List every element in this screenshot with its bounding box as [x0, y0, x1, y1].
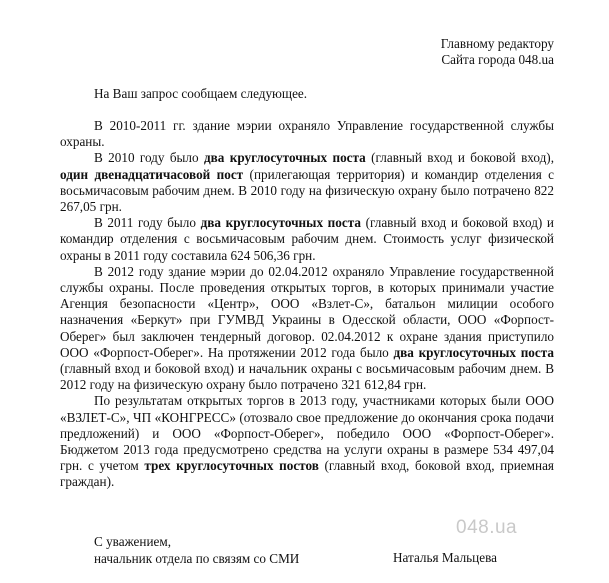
paragraph-2-bold-2: один двенадцатичасовой пост [60, 166, 244, 182]
addressee-block [441, 36, 554, 68]
paragraph-2-bold-1: два круглосуточных поста [203, 150, 366, 166]
paragraph-4 [60, 264, 554, 394]
paragraph-2-text-c: (главный вход и боковой вход), [365, 150, 555, 166]
paragraph-5-bold-1: трех круглосуточных постов [144, 458, 319, 474]
signature-regards: С уважением, [94, 534, 171, 549]
paragraph-3-text-c: (главный вход и боковой вход) и командир отделения с восьмичасовым рабочим днем. Стоимость услуг физической охраны в 2011 году составила 624 506,36 грн. [60, 215, 554, 263]
paragraph-4-bold-1: два круглосуточных поста [393, 344, 554, 360]
paragraph-1-text: В 2010-2011 гг. здание мэрии охраняло Управление государственной службы охраны. [60, 118, 554, 150]
site-watermark: 048.ua [456, 517, 518, 538]
paragraph-3-bold-1: два круглосуточных поста [200, 215, 361, 231]
paragraph-2-text-a: В 2010 году было [94, 150, 204, 166]
paragraph-5-text-a: По результатам открытых торгов в 2013 году, участниками которых были ООО «ВЗЛЕТ-С», ЧП «КОНГРЕСС» (отозвало свое предложение до окончания срока подачи предложений) и ООО «Форпост-Оберег», победило ООО «Форпост-Оберег». Бюджетом 2013 года предусмотрено средства на услуги охраны в размере 534 497,04 грн. с учетом [60, 393, 554, 474]
signature-block [94, 534, 299, 567]
paragraph-3 [60, 215, 554, 264]
signature-name: Наталья Мальцева [393, 550, 497, 565]
paragraph-4-text-a: В 2012 году здание мэрии до 02.04.2012 охраняло Управление государственной службы охраны. После проведения открытых торгов, в которых принимали участие Агенция безопасности «Центр», ООО «Взлет-С», батальон милиции особого назначения «Беркут» при ГУМВД Украины в Одесской области, ООО «Форпост-Оберег» был заключен тендерный договор. 02.04.2012 к охране здания приступило ООО «Форпост-Оберег». На протяжении 2012 года было [60, 263, 554, 360]
paragraph-5-text-c: (главный вход, боковой вход, приемная граждан). [60, 458, 554, 490]
addressee-line-2: Сайта города 048.ua [441, 52, 554, 67]
signature-position: начальник отдела по связям со СМИ [94, 550, 300, 566]
paragraph-4-text-c: (главный вход и боковой вход) и начальник охраны с восьмичасовым рабочим днем. В 2012 году на физическую охрану было потрачено 321 612,84 грн. [60, 361, 554, 393]
paragraph-2 [60, 150, 554, 215]
intro-line: На Ваш запрос сообщаем следующее. [94, 86, 308, 101]
letter-body [60, 118, 554, 491]
paragraph-1 [60, 118, 554, 150]
paragraph-3-text-a: В 2011 году было [94, 215, 201, 231]
addressee-line-1: Главному редактору [440, 36, 554, 51]
paragraph-5 [60, 393, 554, 490]
paragraph-2-text-d: (прилегающая территория) и командир отделения с восьмичасовым рабочим днем. В 2010 году на физическую охрану было потрачено 822 267,05 грн. [60, 166, 554, 215]
